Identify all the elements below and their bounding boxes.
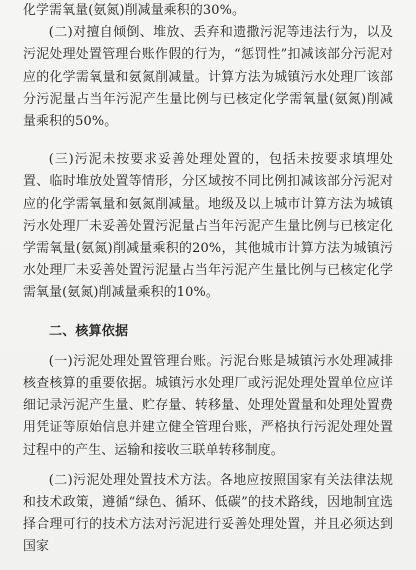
section-heading-accounting-basis: 二、核算依据 (49, 323, 129, 339)
paragraph-ledger: (一)污泥处理处置管理台账。污泥台账是城镇污水处理减排核查核算的重要依据。城镇污水处理厂或污泥处理处置单位应详细记录污泥产生量、贮存量、转移量、处理处置量和处理处置费用凭证等原始信息并建立健全管理台账，严格执行污泥处理处置过程中的产生、运输和接收三联单转移制度。 (23, 353, 393, 458)
paragraph-continuation: 化学需氧量(氨氮)削减量乘积的30%。 (23, 3, 246, 18)
paragraph-spacer (23, 133, 393, 149)
paragraph-technical-methods: (二)污泥处理处置技术方法。各地应按照国家有关法律法规和技术政策，遵循“绿色、循环、低碳”的技术路线，因地制宜选择合理可行的技术方法对污泥进行妥善处理处置，并且必须达到国家 (23, 472, 393, 555)
paragraph-spacer (23, 305, 393, 321)
paragraph-spacer (23, 343, 393, 351)
paragraph-illegal-dumping: (二)对擅自倾倒、堆放、丢弃和遗撒污泥等违法行为，以及污泥处理处置管理台账作假的行为，“惩罚性”扣减该部分污泥对应的化学需氧量和氨氮削减量。计算方法为城镇污水处理厂该部分污泥量占当年污泥产生量比例与已核定化学需氧量(氨氮)削减量乘积的50%。 (23, 25, 393, 130)
paragraph-spacer (23, 462, 393, 470)
paragraph-improper-disposal: (三)污泥未按要求妥善处理处置的，包括未按要求填埋处置、临时堆放处置等情形，分区域按不同比例扣减该部分污泥对应的化学需氧量和氨氮削减量。地级及以上城市计算方法为城镇污水处理厂未妥善处置污泥量占当年污泥产生量比例与已核定化学需氧量(氨氮)削减量乘积的20%，其他城市计算方法为城镇污水处理厂未妥善处置污泥量占当年污泥产生量比例与已核定化学需氧量(氨氮)削减量乘积的10%。 (23, 152, 393, 301)
